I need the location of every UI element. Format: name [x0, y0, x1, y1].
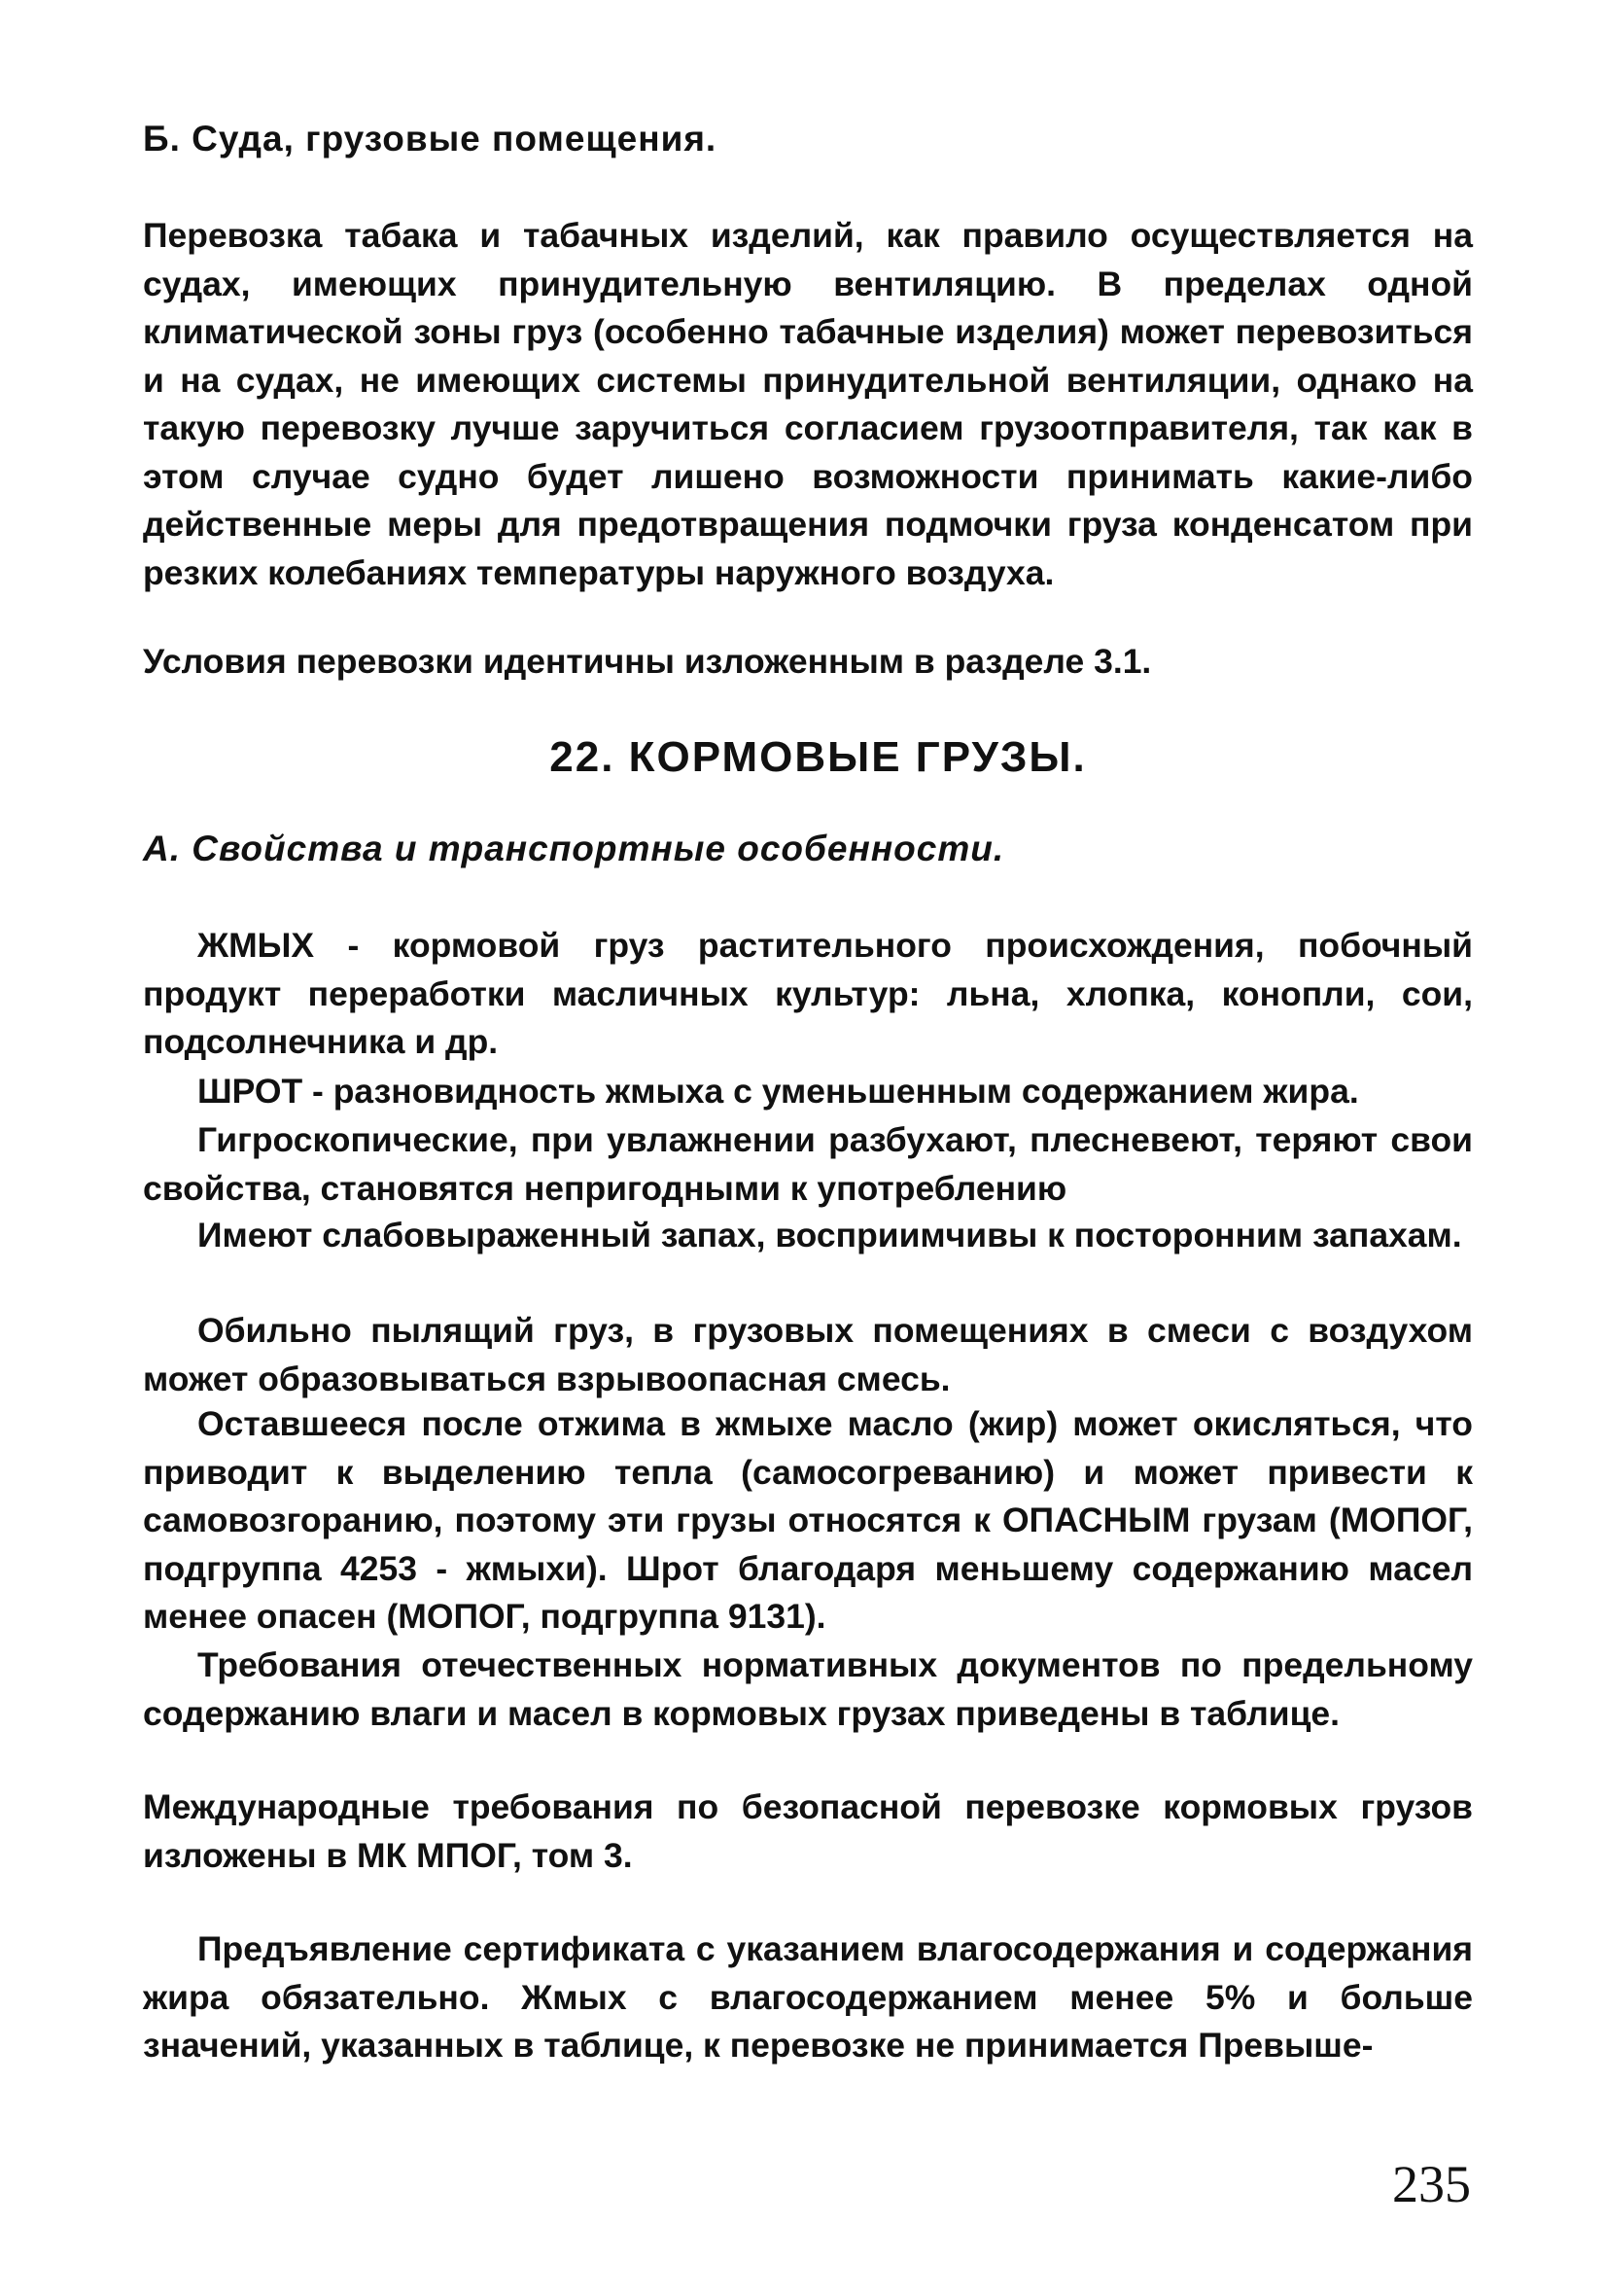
paragraph-zhmykh: ЖМЫХ - кормовой груз растительного происхождения, побочный продукт переработки масличных культур: льна, хлопка, конопли, сои, подсолнечника и др. — [143, 926, 1473, 1061]
paragraph-odor: Имеют слабовыраженный запах, восприимчивы к посторонним запахам. — [197, 1216, 1462, 1254]
section-b-paragraph-1: Перевозка табака и табачных изделий, как правило осуществляется на судах, имеющих принудительную вентиляцию. В пределах одной климатической зоны груз (особенно табачные изделия) может перевозиться и на судах, не имеющих системы принудительной вентиляции, однако на такую перевозку лучше заручиться согласием грузоотправителя, так как в этом случае судно будет лишено возможности принимать какие-либо действенные меры для предотвращения подмочки груза конденсатом при резких колебаниях температуры наружного воздуха. — [143, 216, 1473, 592]
paragraph-requirements: Требования отечественных нормативных документов по предельному содержанию влаги и масел в кормовых грузах приведены в таблице. — [143, 1645, 1473, 1733]
section-a-heading: А. Свойства и транспортные особенности. — [143, 829, 1005, 868]
paragraph-oxidation: Оставшееся после отжима в жмыхе масло (жир) может окисляться, что приводит к выделению тепла (самосогреванию) и может привести к самовозгоранию, поэтому эти грузы относятся к ОПАСНЫМ грузам (МОПОГ, подгруппа 4253 - жмыхи). Шрот благодаря меньшему содержанию масел менее опасен (МОПОГ, подгруппа 9131). — [143, 1404, 1473, 1636]
section-b-paragraph-2: Условия перевозки идентичны изложенным в разделе 3.1. — [143, 642, 1152, 681]
paragraph-certificate: Предъявление сертификата с указанием влагосодержания и содержания жира обязательно. Жмых с влагосодержанием менее 5% и больше значений, указанных в таблице, к перевозке не принимается Превыше- — [143, 1929, 1473, 2065]
paragraph-international: Международные требования по безопасной перевозке кормовых грузов изложены в МК МПОГ, том 3. — [143, 1787, 1473, 1875]
paragraph-shrot: ШРОТ - разновидность жмыха с уменьшенным содержанием жира. — [197, 1072, 1359, 1111]
chapter-title: 22. КОРМОВЫЕ ГРУЗЫ. — [549, 733, 1087, 781]
page-number: 235 — [1392, 2155, 1471, 2213]
paragraph-hygroscopic: Гигроскопические, при увлажнении разбухают, плесневеют, теряют свои свойства, становятся непригодными к употреблению — [143, 1120, 1473, 1208]
section-b-heading: Б. Суда, грузовые помещения. — [143, 119, 717, 159]
paragraph-dust: Обильно пылящий груз, в грузовых помещениях в смеси с воздухом может образовываться взрывоопасная смесь. — [143, 1311, 1473, 1398]
